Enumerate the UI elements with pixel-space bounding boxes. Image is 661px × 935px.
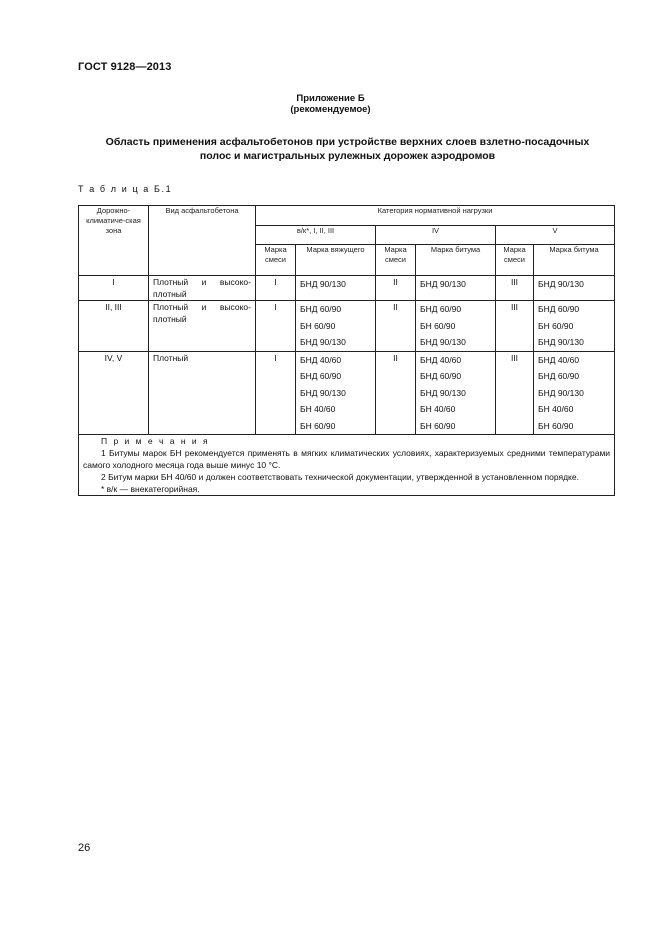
- grade-value: БН 60/90: [538, 320, 574, 331]
- header-bitumen-grade-2: Марка битума: [416, 245, 496, 276]
- header-group-1: в/к*, I, II, III: [256, 226, 376, 245]
- cell-g3-bitumen: [534, 301, 615, 352]
- cell-g2-bitumen: [416, 351, 496, 435]
- grade-value: БНД 60/90: [300, 371, 342, 381]
- document-code: ГОСТ 9128—2013: [78, 61, 172, 73]
- grade-value: БН 60/90: [420, 420, 456, 431]
- grade-value: БНД 90/130: [538, 387, 584, 398]
- header-group-2: IV: [376, 226, 496, 245]
- cell-g1-binder: [296, 351, 376, 435]
- cell-zone: II, III: [79, 301, 149, 352]
- header-binder-grade: Марка вяжущего: [296, 245, 376, 276]
- table-row: [79, 276, 615, 301]
- asphalt-table: [78, 205, 615, 496]
- cell-g3-mix: III: [496, 351, 534, 435]
- cell-type: Плотный и высоко-плотный: [149, 301, 256, 352]
- grade-value: БНД 60/90: [538, 371, 580, 381]
- header-mix-grade-3: Марка смеси: [496, 245, 534, 276]
- cell-g3-mix: III: [496, 301, 534, 352]
- cell-g2-bitumen: [416, 301, 496, 352]
- grade-value: БНД 90/130: [300, 279, 346, 289]
- notes-title: П р и м е ч а н и я: [101, 436, 210, 446]
- grade-value: БНД 60/90: [420, 304, 462, 314]
- appendix-title: Приложение Б: [296, 93, 365, 104]
- grade-value: БНД 90/130: [300, 337, 346, 347]
- grade-value: БНД 40/60: [300, 354, 342, 365]
- cell-g3-bitumen: [534, 276, 615, 301]
- grade-value: БН 60/90: [300, 420, 336, 431]
- grade-value: БНД 60/90: [420, 371, 462, 381]
- grade-value: БНД 90/130: [420, 337, 466, 347]
- cell-g1-binder: [296, 301, 376, 352]
- grade-value: БНД 40/60: [420, 354, 462, 365]
- cell-type: Плотный и высоко-плотный: [149, 276, 256, 301]
- table-row: [79, 301, 615, 352]
- cell-g1-mix: I: [256, 301, 296, 352]
- cell-g1-mix: I: [256, 351, 296, 435]
- cell-g2-mix: II: [376, 351, 416, 435]
- header-mix-grade-1: Марка смеси: [256, 245, 296, 276]
- page-number: 26: [78, 842, 91, 854]
- header-type: Вид асфальтобетона: [149, 206, 256, 276]
- cell-g2-mix: II: [376, 301, 416, 352]
- cell-g3-mix: III: [496, 276, 534, 301]
- cell-g1-mix: I: [256, 276, 296, 301]
- grade-value: БН 60/90: [538, 420, 574, 431]
- cell-g1-binder: [296, 276, 376, 301]
- section-heading: [80, 135, 615, 163]
- note-item: * в/к — внекатегорийная.: [101, 484, 200, 494]
- header-bitumen-grade-3: Марка битума: [534, 245, 615, 276]
- grade-value: БНД 90/130: [420, 387, 466, 398]
- grade-value: БН 60/90: [420, 320, 456, 331]
- header-zone: Дорожно-климатиче-ская зона: [79, 206, 149, 276]
- grade-value: БНД 60/90: [300, 304, 342, 314]
- note-item: 1 Битумы марок БН рекомендуется применять в мягких климатических условиях, характеризуемых средними температурами самого холодного месяца года выше минус 10 °С.: [83, 448, 611, 470]
- cell-g2-bitumen: [416, 276, 496, 301]
- grade-value: БНД 40/60: [538, 354, 580, 365]
- cell-type: Плотный: [149, 351, 256, 435]
- cell-g3-bitumen: [534, 351, 615, 435]
- grade-value: БНД 90/130: [538, 337, 584, 347]
- cell-zone: IV, V: [79, 351, 149, 435]
- grade-value: БН 60/90: [300, 320, 336, 331]
- table-notes-row: [79, 435, 615, 496]
- header-group-3: V: [496, 226, 615, 245]
- header-mix-grade-2: Марка смеси: [376, 245, 416, 276]
- section-heading-line-2: полос и магистральных рулежных дорожек аэродромов: [199, 150, 496, 162]
- grade-value: БНД 90/130: [420, 279, 466, 289]
- grade-value: БН 40/60: [420, 404, 456, 414]
- grade-value: БНД 90/130: [538, 279, 584, 289]
- appendix-subtitle: (рекомендуемое): [290, 104, 371, 115]
- grade-value: БНД 90/130: [300, 387, 346, 398]
- table-row: [79, 351, 615, 435]
- section-heading-line-1: Область применения асфальтобетонов при устройстве верхних слоев взлетно-посадочных: [105, 136, 590, 148]
- header-load-category: Категория нормативной нагрузки: [256, 206, 615, 226]
- table-notes: [79, 435, 615, 496]
- note-item: 2 Битум марки БН 40/60 и должен соответствовать технической документации, утвержденной в установленном порядке.: [101, 472, 579, 482]
- cell-g2-mix: II: [376, 276, 416, 301]
- grade-value: БН 40/60: [538, 404, 574, 414]
- grade-value: БН 40/60: [300, 404, 336, 414]
- grade-value: БНД 60/90: [538, 304, 580, 314]
- cell-zone: I: [79, 276, 149, 301]
- table-caption: Т а б л и ц а Б.1: [78, 184, 173, 194]
